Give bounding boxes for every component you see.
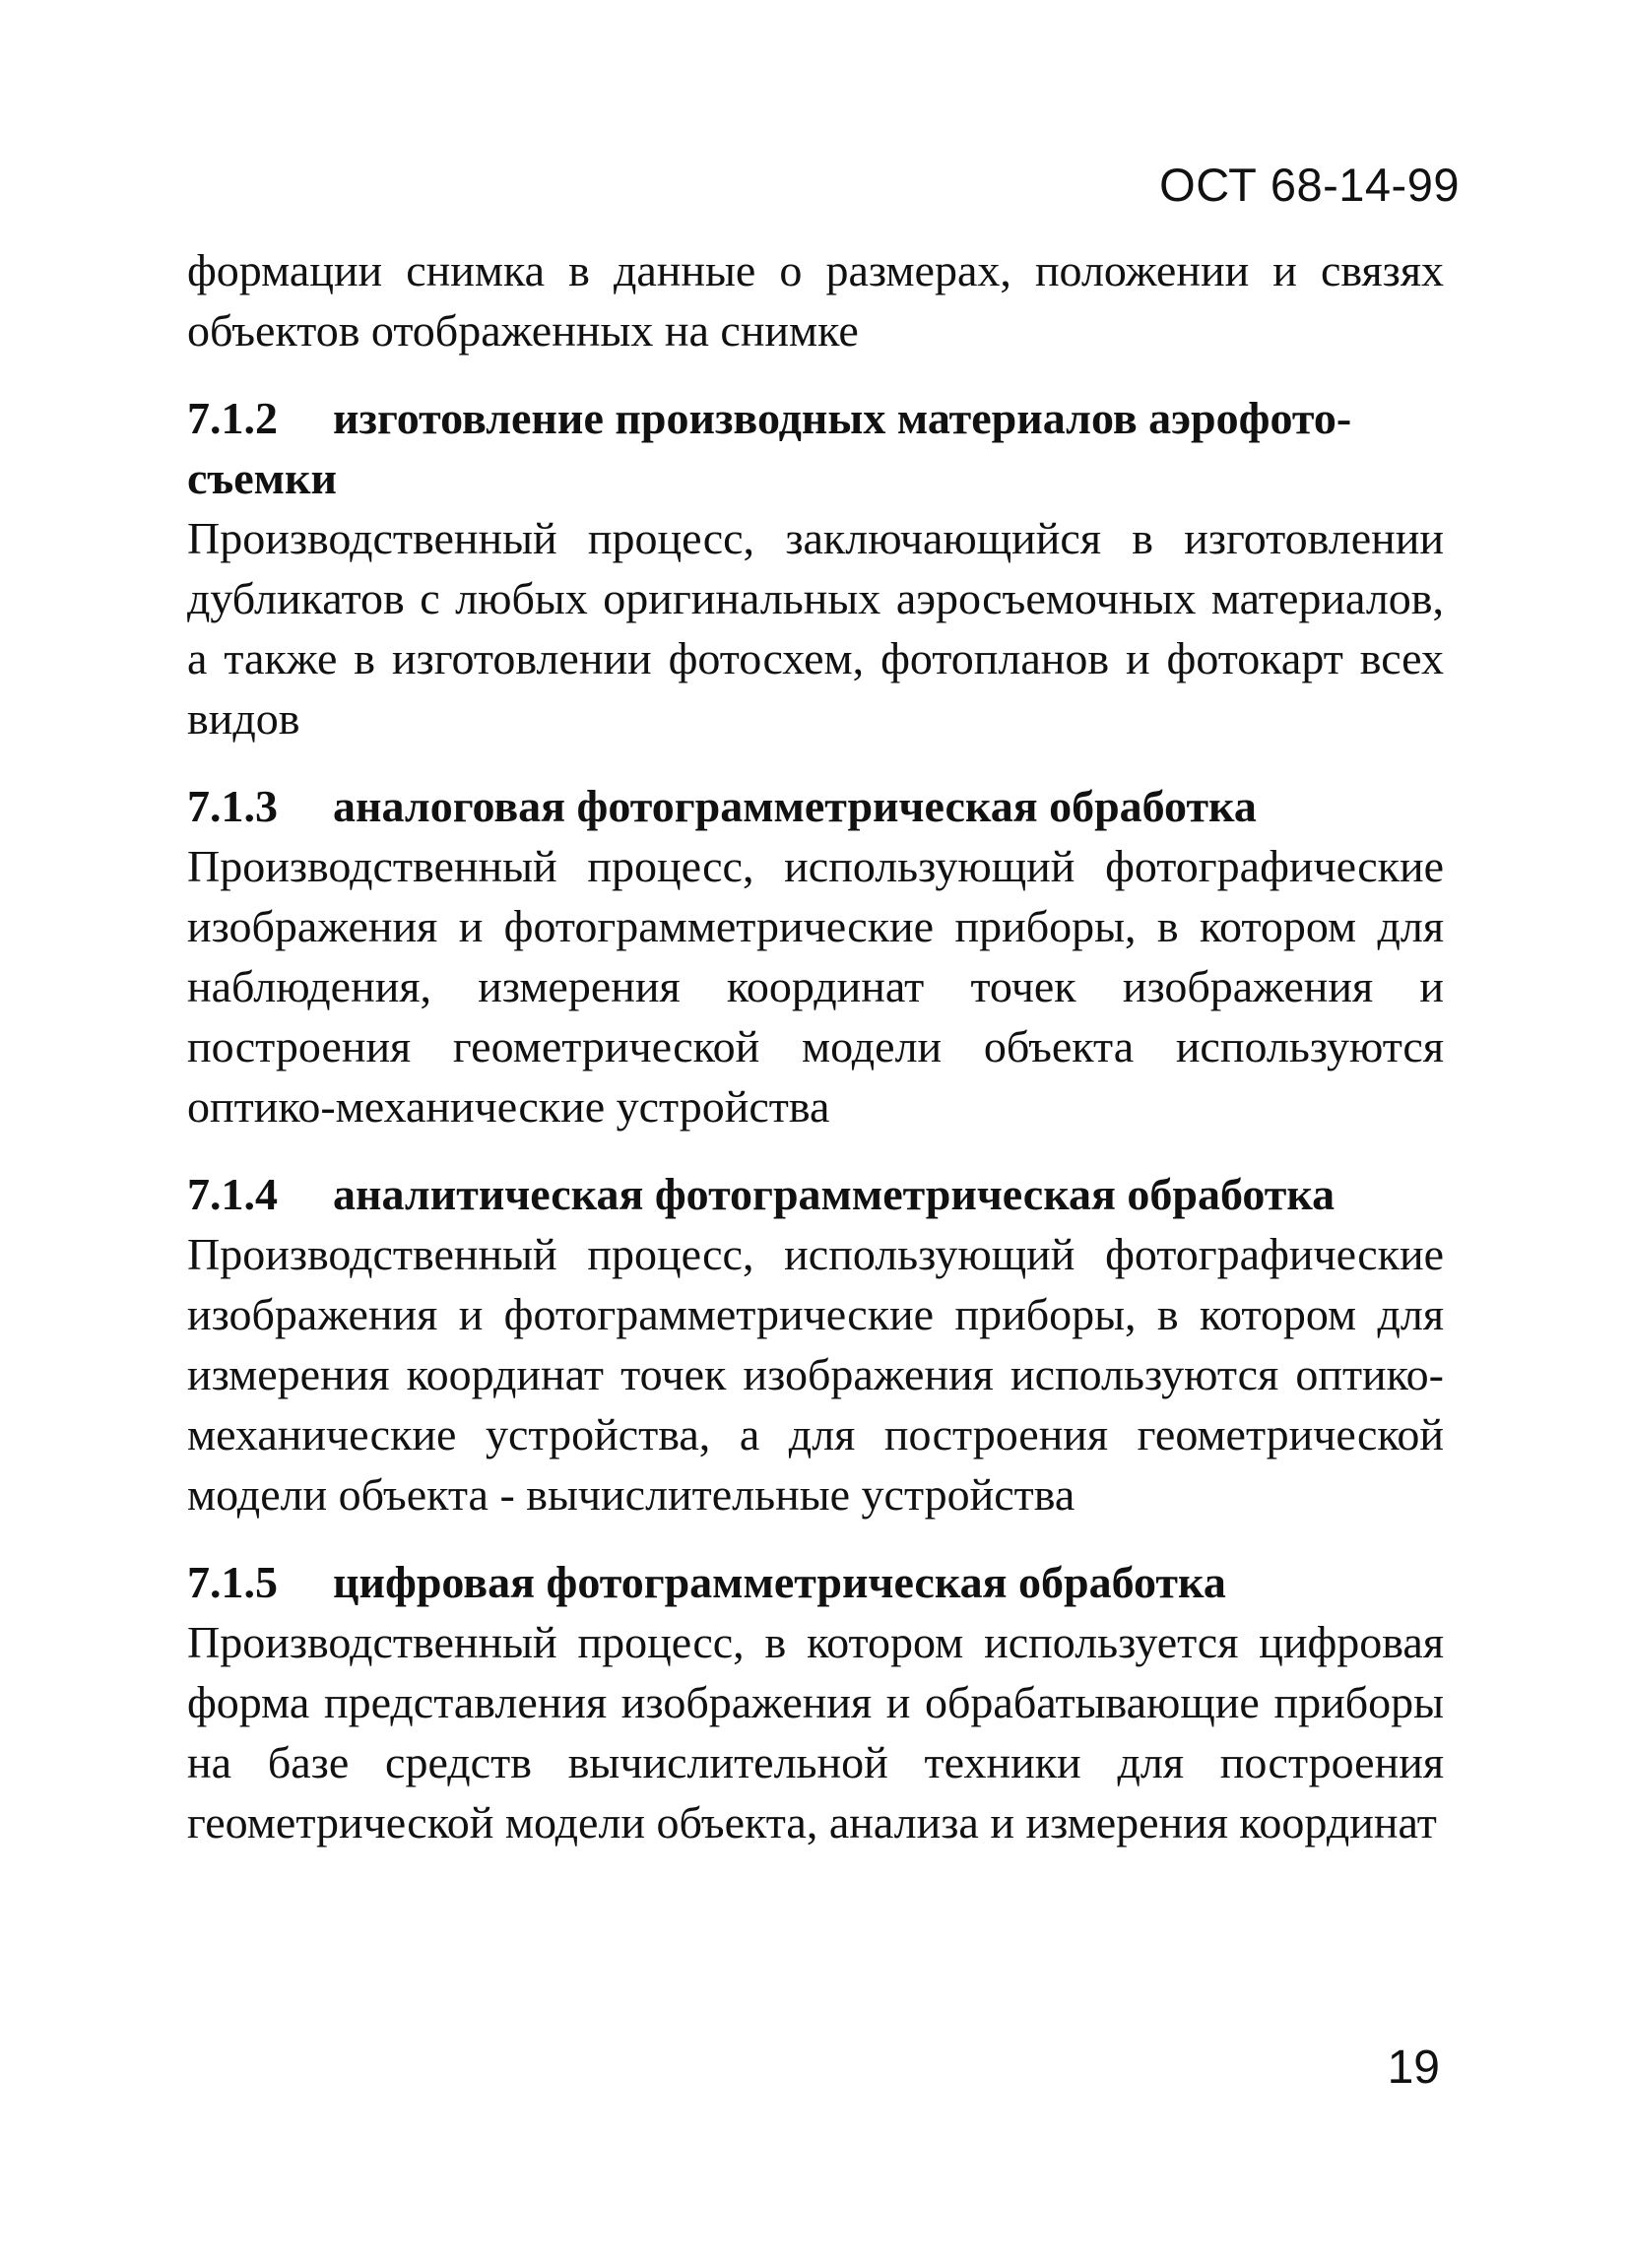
section-number: 7.1.4	[187, 1169, 278, 1219]
term-definition: Производственный процесс, использующий фотографические изображения и фотограмметрические приборы, в котором для измерения координат точек изображения используются оптико-механические устройства, а для построения геометрической модели объекта - вычислительные устройства	[187, 1229, 1444, 1520]
section-number: 7.1.5	[187, 1557, 278, 1607]
term-definition: Производственный процесс, использующий фотографические изображения и фотограмметрические приборы, в котором для наблюдения, измерения координат точек изображения и построения геометрической модели объекта используются оптико-механические устройства	[187, 841, 1444, 1132]
term-heading	[187, 1552, 1444, 1612]
term-heading	[187, 776, 1444, 836]
term-title: аналитическая фотограмметрическая обработка	[333, 1169, 1336, 1219]
term-title: изготовление производных материалов аэрофото-съемки	[187, 393, 1352, 503]
term-definition: Производственный процесс, в котором используется цифровая форма представления изображения и обрабатывающие приборы на базе средств вычислительной техники для построения геометрической модели объекта, анализа и измерения координат	[187, 1617, 1444, 1847]
term-title: цифровая фотограмметрическая обработка	[333, 1557, 1226, 1607]
term-title: аналоговая фотограмметрическая обработка	[333, 781, 1257, 831]
term-definition: Производственный процесс, заключающийся в изготовлении дубликатов с любых оригинальных аэросъемочных материалов, а также в изготовлении фотосхем, фотопланов и фотокарт всех видов	[187, 513, 1444, 744]
page-content	[187, 240, 1444, 1852]
section-number: 7.1.3	[187, 781, 278, 831]
section-7-1-2	[187, 388, 1444, 748]
section-7-1-4	[187, 1164, 1444, 1524]
page-number: 19	[1387, 2041, 1440, 2094]
term-heading	[187, 388, 1444, 508]
section-number: 7.1.2	[187, 393, 278, 443]
term-heading	[187, 1164, 1444, 1224]
section-7-1-5	[187, 1552, 1444, 1852]
intro-paragraph: формации снимка в данные о размерах, положении и связях объектов отображенных на снимке	[187, 245, 1444, 356]
document-code: ОСТ 68-14-99	[1159, 159, 1460, 211]
section-7-1-3	[187, 776, 1444, 1136]
